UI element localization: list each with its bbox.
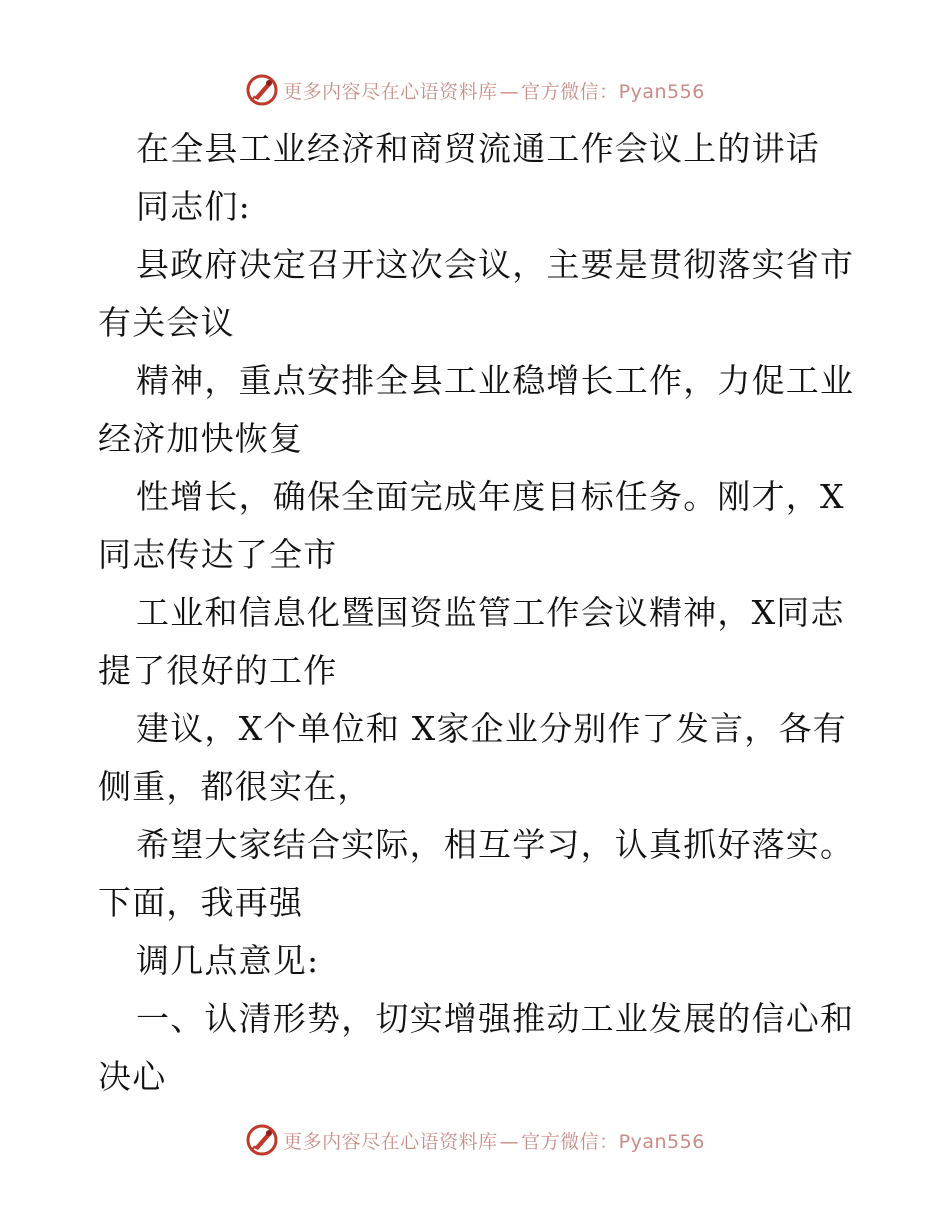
text-line: 同志们:	[136, 187, 251, 226]
banner-separator: —	[499, 80, 520, 103]
banner-wechat-text: 官方微信：Pyan556	[521, 1130, 705, 1153]
quill-pen-logo-icon	[245, 1123, 279, 1157]
text-line: 提了很好的工作	[98, 651, 338, 690]
text-line: 一、认清形势，切实增强推动工业发展的信心和	[136, 999, 855, 1038]
banner-text	[283, 1127, 705, 1154]
footer-watermark-banner	[0, 1120, 950, 1160]
text-line: 调几点意见:	[136, 941, 320, 980]
document-title: 在全县工业经济和商贸流通工作会议上的讲话	[136, 129, 820, 168]
text-line: 建议，X个单位和 X家企业分别作了发言，各有	[136, 709, 847, 748]
banner-separator: —	[499, 1130, 520, 1153]
text-line: 下面，我再强	[98, 883, 304, 922]
text-line: 侧重，都很实在，	[98, 767, 372, 806]
banner-main-text: 更多内容尽在心语资料库	[283, 80, 498, 103]
banner-text	[283, 77, 705, 104]
text-line: 同志传达了全市	[98, 535, 338, 574]
text-line: 工业和信息化暨国资监管工作会议精神，X同志	[136, 593, 845, 632]
banner-main-text: 更多内容尽在心语资料库	[283, 1130, 498, 1153]
banner-wechat-text: 官方微信：Pyan556	[521, 80, 705, 103]
text-line: 性增长，确保全面完成年度目标任务。刚才，X	[136, 477, 845, 516]
text-line: 经济加快恢复	[98, 419, 304, 458]
text-line: 希望大家结合实际，相互学习，认真抓好落实。	[136, 825, 855, 864]
text-line: 决心	[98, 1057, 167, 1096]
text-line: 有关会议	[98, 303, 235, 342]
text-line: 县政府决定召开这次会议，主要是贯彻落实省市	[136, 245, 855, 284]
document-body	[98, 120, 858, 1106]
quill-pen-logo-icon	[245, 73, 279, 107]
text-line: 精神，重点安排全县工业稳增长工作，力促工业	[136, 361, 855, 400]
header-watermark-banner	[0, 70, 950, 110]
